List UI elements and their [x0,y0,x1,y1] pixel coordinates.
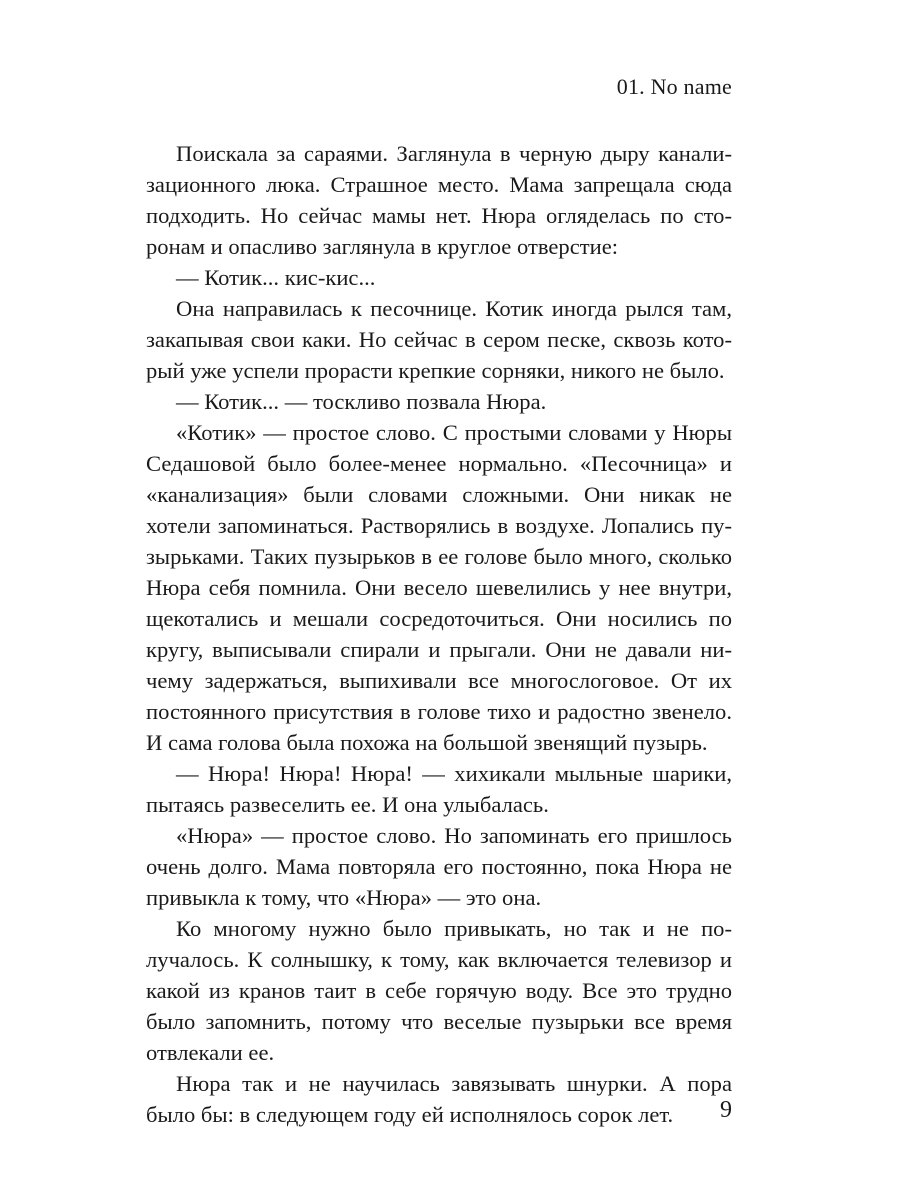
paragraph: — Котик... кис-кис... [176,265,376,290]
paragraph: «Нюра» — простое слово. Но запоминать его пришлось очень долго. Мама повторяла его постоянно, пока Нюра не привыкла к тому, что «Нюра» — это она. [146,823,732,910]
paragraph: Нюра так и не научилась завязывать шнурки. А пора было бы: в следующем году ей исполнялось сорок лет. [146,1071,732,1127]
paragraph: — Нюра! Нюра! Нюра! — хихикали мыльные шарики, пытаясь развеселить ее. И она улыбалась. [146,761,732,817]
paragraph: «Котик» — простое слово. С простыми словами у Нюры Седашовой было более-менее нормально. «Песочница» и «канализация» были словами сложными. Они никак не хотели запоминаться. Растворялись в воздухе. Лопались пузырьками. Таких пузырьков в ее голове было много, сколько Нюра себя помнила. Они весело шевелились у нее внутри, щекотались и мешали сосредоточиться. Они носились по кругу, выписывали спирали и прыгали. Они не давали ничему задержаться, выпихивали все многослоговое. От их постоянного присутствия в голове тихо и радостно звенело. И сама голова была похожа на большой звенящий пузырь. [146,420,732,755]
paragraph: Ко многому нужно было привыкать, но так и не получалось. К солнышку, к тому, как включается телевизор и какой из кранов таит в себе горячую воду. Все это трудно было запомнить, потому что веселые пузырьки все время отвлекали ее. [146,916,732,1065]
paragraph: Поискала за сараями. Заглянула в черную дыру канализационного люка. Страшное место. Мама запрещала сюда подходить. Но сейчас мамы нет. Нюра огляделась по сторонам и опасливо заглянула в круглое отверстие: [146,141,732,259]
paragraph: — Котик... — тоскливо позвала Нюра. [176,389,547,414]
paragraph: Она направилась к песочнице. Котик иногда рылся там, закапывая свои каки. Но сейчас в сером песке, сквозь который уже успели прорасти крепкие сорняки, никого не было. [146,296,732,383]
running-header-title: 01. No name [616,74,732,99]
page-number: 9 [720,1097,732,1123]
body-text [146,138,732,1130]
